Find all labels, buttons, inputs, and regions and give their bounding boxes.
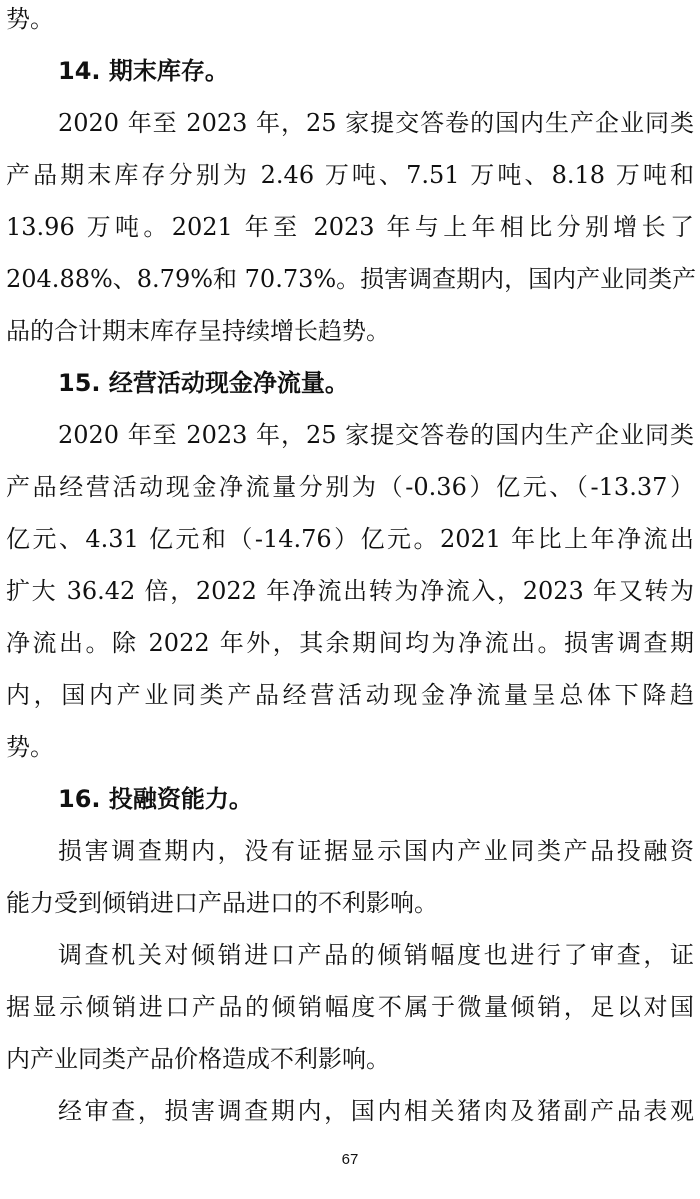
text-line: 品的合计期末库存呈持续增长趋势。 <box>6 317 390 345</box>
text-line: 2020 年至 2023 年，25 家提交答卷的国内生产企业同类 <box>58 421 694 449</box>
text-line: 经审查，损害调查期内，国内相关猪肉及猪副产品表观 <box>58 1097 694 1125</box>
text-line: 净流出。除 2022 年外，其余期间均为净流出。损害调查期 <box>6 629 694 657</box>
section-heading-15: 15. 经营活动现金净流量。 <box>58 369 349 397</box>
text-line: 2020 年至 2023 年，25 家提交答卷的国内生产企业同类 <box>58 109 694 137</box>
text-line: 势。 <box>6 5 54 33</box>
text-line: 势。 <box>6 733 54 761</box>
text-line: 亿元、4.31 亿元和（-14.76）亿元。2021 年比上年净流出 <box>6 525 694 553</box>
text-line: 内，国内产业同类产品经营活动现金净流量呈总体下降趋 <box>6 681 694 709</box>
page-number: 67 <box>341 1151 359 1168</box>
text-line: 产品期末库存分别为 2.46 万吨、7.51 万吨、8.18 万吨和 <box>6 161 694 189</box>
text-line: 产品经营活动现金净流量分别为（-0.36）亿元、（-13.37） <box>6 473 694 501</box>
text-line: 204.88%、8.79%和 70.73%。损害调查期内，国内产业同类产 <box>6 265 697 293</box>
text-line: 据显示倾销进口产品的倾销幅度不属于微量倾销，足以对国 <box>6 993 694 1021</box>
text-line: 扩大 36.42 倍，2022 年净流出转为净流入，2023 年又转为 <box>6 577 694 605</box>
section-heading-16: 16. 投融资能力。 <box>58 785 253 813</box>
text-line: 调查机关对倾销进口产品的倾销幅度也进行了审查，证 <box>58 941 694 969</box>
text-line: 损害调查期内，没有证据显示国内产业同类产品投融资 <box>58 837 694 865</box>
section-heading-14: 14. 期末库存。 <box>58 57 229 85</box>
text-line: 内产业同类产品价格造成不利影响。 <box>6 1045 390 1073</box>
text-line: 能力受到倾销进口产品进口的不利影响。 <box>6 889 438 917</box>
text-line: 13.96 万吨。2021 年至 2023 年与上年相比分别增长了 <box>6 213 694 241</box>
